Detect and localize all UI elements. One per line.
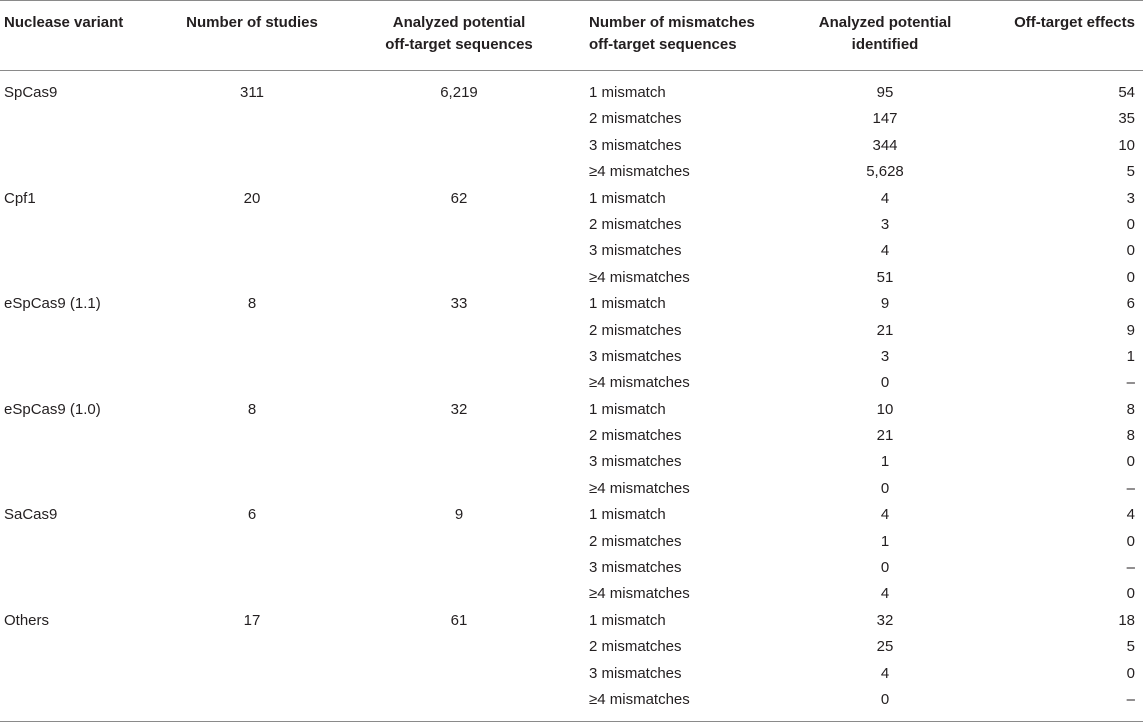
off-target-effects-cell: 8: [1126, 400, 1135, 418]
analyzed-identified-cell: 5,628: [866, 163, 904, 181]
mismatches-cell: 2 mismatches: [589, 532, 682, 550]
analyzed-identified-cell: 4: [880, 664, 890, 682]
table-row: [0, 397, 1143, 423]
table-row: [0, 634, 1143, 660]
table-row: [0, 212, 1143, 238]
analyzed-identified-cell: 0: [880, 479, 890, 497]
nuclease-variant-cell: Cpf1: [4, 189, 36, 207]
table-row: [0, 423, 1143, 449]
table-row: [0, 159, 1143, 185]
mismatches-cell: 2 mismatches: [589, 427, 682, 445]
table-header-rule: [0, 70, 1143, 71]
table-row: [0, 555, 1143, 581]
off-target-effects-cell: 3: [1126, 189, 1135, 207]
table-row: [0, 265, 1143, 291]
off-target-effects-cell: 18: [1118, 611, 1135, 629]
analyzed-identified-cell: 3: [880, 215, 890, 233]
off-target-effects-cell: 0: [1126, 585, 1135, 603]
analyzed-sequences-cell: 33: [450, 295, 468, 313]
analyzed-sequences-cell: 6,219: [440, 84, 478, 101]
mismatches-cell: 1 mismatch: [589, 84, 666, 101]
off-target-effects-cell: 1: [1126, 347, 1135, 365]
mismatches-cell: 2 mismatches: [589, 110, 682, 128]
table-row: [0, 581, 1143, 607]
off-target-effects-cell: 8: [1126, 427, 1135, 445]
table-row: [0, 370, 1143, 396]
analyzed-identified-cell: 51: [876, 268, 894, 286]
nuclease-variant-cell: eSpCas9 (1.1): [4, 295, 101, 313]
analyzed-sequences-cell: 9: [454, 506, 464, 524]
mismatches-cell: 2 mismatches: [589, 215, 682, 233]
mismatches-cell: ≥4 mismatches: [589, 479, 690, 497]
mismatches-cell: ≥4 mismatches: [589, 268, 690, 286]
mismatches-cell: ≥4 mismatches: [589, 690, 690, 708]
off-target-effects-cell: 0: [1126, 268, 1135, 286]
analyzed-identified-cell: 0: [880, 559, 890, 577]
header-analyzed-potential-sequences: Analyzed potential off-target sequences: [385, 14, 533, 53]
off-target-effects-cell: –: [1126, 559, 1135, 577]
nuclease-variant-cell: SaCas9: [4, 506, 58, 524]
table-row: [0, 80, 1143, 106]
off-target-effects-cell: 54: [1118, 84, 1135, 101]
off-target-effects-cell: –: [1126, 374, 1135, 392]
analyzed-identified-cell: 0: [880, 374, 890, 392]
off-target-effects-cell: 9: [1126, 321, 1135, 339]
analyzed-identified-cell: 21: [876, 427, 894, 445]
analyzed-identified-cell: 4: [880, 585, 890, 603]
off-target-effects-cell: 35: [1118, 110, 1135, 128]
mismatches-cell: 1 mismatch: [589, 400, 666, 418]
number-of-studies-cell: 6: [247, 506, 257, 524]
mismatches-cell: 1 mismatch: [589, 189, 666, 207]
off-target-effects-cell: 0: [1126, 532, 1135, 550]
analyzed-identified-cell: 4: [880, 242, 890, 260]
nuclease-variant-cell: Others: [4, 611, 50, 629]
mismatches-cell: 2 mismatches: [589, 638, 682, 656]
analyzed-identified-cell: 0: [880, 690, 890, 708]
analyzed-identified-cell: 95: [876, 84, 894, 101]
mismatches-cell: 3 mismatches: [589, 453, 682, 471]
table-row: [0, 344, 1143, 370]
table-row: [0, 291, 1143, 317]
nuclease-variant-cell: eSpCas9 (1.0): [4, 400, 101, 418]
number-of-studies-cell: 17: [243, 611, 261, 629]
mismatches-cell: 3 mismatches: [589, 559, 682, 577]
mismatches-cell: 1 mismatch: [589, 506, 666, 524]
off-target-effects-cell: 0: [1126, 664, 1135, 682]
table-row: [0, 133, 1143, 159]
analyzed-identified-cell: 1: [880, 532, 890, 550]
table-row: [0, 186, 1143, 212]
table-row: [0, 449, 1143, 475]
header-off-target-effects: Off-target effects: [1014, 14, 1135, 31]
analyzed-identified-cell: 21: [876, 321, 894, 339]
analyzed-identified-cell: 147: [872, 110, 898, 128]
analyzed-identified-cell: 1: [880, 453, 890, 471]
analyzed-identified-cell: 10: [876, 400, 894, 418]
analyzed-sequences-cell: 61: [450, 611, 468, 629]
off-target-effects-cell: 0: [1126, 453, 1135, 471]
table-row: [0, 318, 1143, 344]
table-body: [0, 80, 1143, 713]
analyzed-sequences-cell: 62: [450, 189, 468, 207]
analyzed-identified-cell: 344: [872, 136, 898, 154]
off-target-effects-cell: 0: [1126, 242, 1135, 260]
mismatches-cell: ≥4 mismatches: [589, 585, 690, 603]
mismatches-cell: ≥4 mismatches: [589, 374, 690, 392]
off-target-effects-cell: –: [1126, 690, 1135, 708]
table-row: [0, 238, 1143, 264]
mismatches-cell: 3 mismatches: [589, 242, 682, 260]
table-row: [0, 106, 1143, 132]
analyzed-identified-cell: 3: [880, 347, 890, 365]
number-of-studies-cell: 311: [240, 84, 264, 101]
number-of-studies-cell: 8: [247, 295, 257, 313]
header-nuclease-variant: Nuclease variant: [4, 14, 124, 31]
number-of-studies-cell: 20: [243, 189, 261, 207]
table-row: [0, 476, 1143, 502]
mismatches-cell: ≥4 mismatches: [589, 163, 690, 181]
table-row: [0, 529, 1143, 555]
mismatches-cell: 1 mismatch: [589, 295, 666, 313]
analyzed-identified-cell: 4: [880, 506, 890, 524]
header-number-of-studies: Number of studies: [186, 14, 318, 31]
off-target-effects-cell: 5: [1126, 638, 1135, 656]
header-analyzed-potential-identified: Analyzed potential identified: [818, 14, 952, 53]
off-target-effects-cell: 5: [1126, 163, 1135, 181]
table-row: [0, 661, 1143, 687]
header-number-of-mismatches: Number of mismatches off-target sequences: [589, 14, 755, 53]
analyzed-identified-cell: 9: [880, 295, 890, 313]
mismatches-cell: 2 mismatches: [589, 321, 682, 339]
off-target-effects-cell: 4: [1126, 506, 1135, 524]
number-of-studies-cell: 8: [247, 400, 257, 418]
nuclease-variant-cell: SpCas9: [4, 84, 58, 101]
table-row: [0, 502, 1143, 528]
table-row: [0, 608, 1143, 634]
off-target-effects-cell: 10: [1118, 136, 1135, 154]
off-target-effects-cell: 6: [1126, 295, 1135, 313]
mismatches-cell: 3 mismatches: [589, 664, 682, 682]
off-target-effects-cell: 0: [1126, 215, 1135, 233]
table-row: [0, 687, 1143, 713]
analyzed-identified-cell: 32: [876, 611, 894, 629]
table-header-row: [0, 0, 1143, 70]
analyzed-identified-cell: 4: [880, 189, 890, 207]
off-target-effects-cell: –: [1126, 479, 1135, 497]
analyzed-identified-cell: 25: [876, 638, 894, 656]
mismatches-cell: 3 mismatches: [589, 136, 682, 154]
mismatches-cell: 1 mismatch: [589, 611, 666, 629]
mismatches-cell: 3 mismatches: [589, 347, 682, 365]
analyzed-sequences-cell: 32: [450, 400, 468, 418]
table-bottom-rule: [0, 721, 1143, 722]
